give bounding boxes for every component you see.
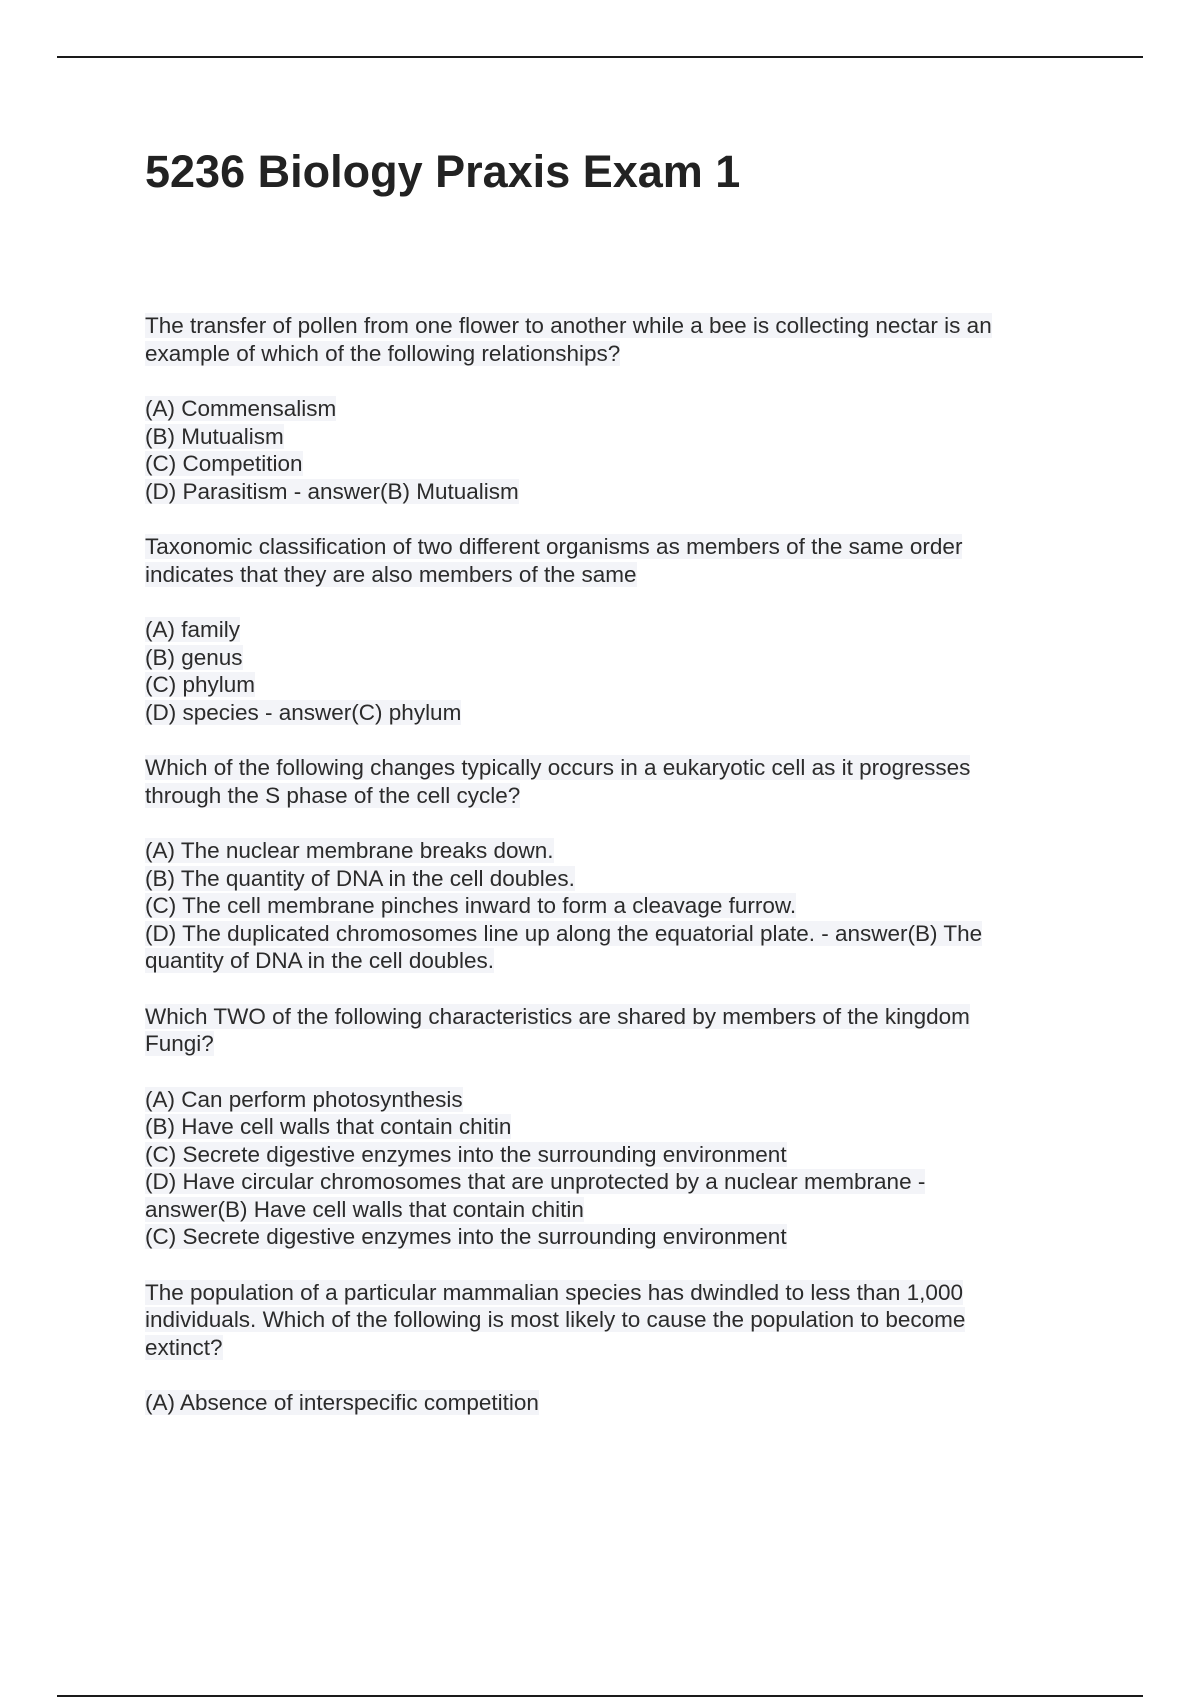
option-line: (D) The duplicated chromosomes line up along the equatorial plate. - answer(B) The <box>145 920 983 946</box>
answer-options <box>145 1389 1065 1417</box>
option-line: (C) Secrete digestive enzymes into the surrounding environment <box>145 1224 787 1249</box>
option-line: (B) Mutualism <box>145 423 284 449</box>
option-line: (C) Competition <box>145 451 303 476</box>
option-line: (C) Secrete digestive enzymes into the surrounding environment <box>145 1141 787 1167</box>
option-line: (C) The cell membrane pinches inward to form a cleavage furrow. <box>145 893 797 918</box>
question-text-line: Which TWO of the following characteristics are shared by members of the kingdom <box>145 1003 970 1029</box>
question-text-line: The population of a particular mammalian species has dwindled to less than 1,000 <box>145 1279 963 1305</box>
question-text-line: Fungi? <box>145 1031 214 1056</box>
question-1 <box>145 312 1065 505</box>
question-text <box>145 533 1065 588</box>
question-text <box>145 1279 1065 1362</box>
question-text-line: through the S phase of the cell cycle? <box>145 782 521 808</box>
question-text-line: extinct? <box>145 1334 223 1360</box>
option-line: (A) Absence of interspecific competition <box>145 1390 539 1415</box>
option-line: (A) family <box>145 617 240 642</box>
question-text-line: The transfer of pollen from one flower to another while a bee is collecting nectar is an <box>145 313 992 338</box>
option-line: (B) The quantity of DNA in the cell doubles. <box>145 865 575 891</box>
document-title: 5236 Biology Praxis Exam 1 <box>145 146 741 197</box>
answer-options <box>145 837 1065 975</box>
option-line: (B) genus <box>145 644 243 670</box>
option-line: answer(B) Have cell walls that contain chitin <box>145 1196 584 1222</box>
option-line: (A) The nuclear membrane breaks down. <box>145 838 554 863</box>
question-text <box>145 754 1065 809</box>
option-line: (C) phylum <box>145 672 256 697</box>
answer-options <box>145 395 1065 505</box>
bottom-rule <box>57 1695 1143 1697</box>
option-line: quantity of DNA in the cell doubles. <box>145 948 494 973</box>
question-text-line: example of which of the following relationships? <box>145 340 621 366</box>
question-list <box>145 312 1065 1445</box>
option-line: (D) species - answer(C) phylum <box>145 699 462 725</box>
question-4 <box>145 1003 1065 1251</box>
option-line: (A) Can perform photosynthesis <box>145 1086 463 1112</box>
option-line: (D) Have circular chromosomes that are unprotected by a nuclear membrane - <box>145 1169 926 1194</box>
question-5 <box>145 1279 1065 1417</box>
question-text-line: individuals. Which of the following is most likely to cause the population to become <box>145 1307 966 1332</box>
top-rule <box>57 56 1143 58</box>
question-text <box>145 312 1065 367</box>
option-line: (A) Commensalism <box>145 396 337 421</box>
answer-options <box>145 1086 1065 1251</box>
question-3 <box>145 754 1065 975</box>
question-2 <box>145 533 1065 726</box>
question-text <box>145 1003 1065 1058</box>
option-line: (B) Have cell walls that contain chitin <box>145 1114 512 1139</box>
answer-options <box>145 616 1065 726</box>
question-text-line: indicates that they are also members of the same <box>145 561 637 587</box>
option-line: (D) Parasitism - answer(B) Mutualism <box>145 478 519 504</box>
question-text-line: Taxonomic classification of two different organisms as members of the same order <box>145 534 963 559</box>
question-text-line: Which of the following changes typically occurs in a eukaryotic cell as it progresses <box>145 755 971 780</box>
